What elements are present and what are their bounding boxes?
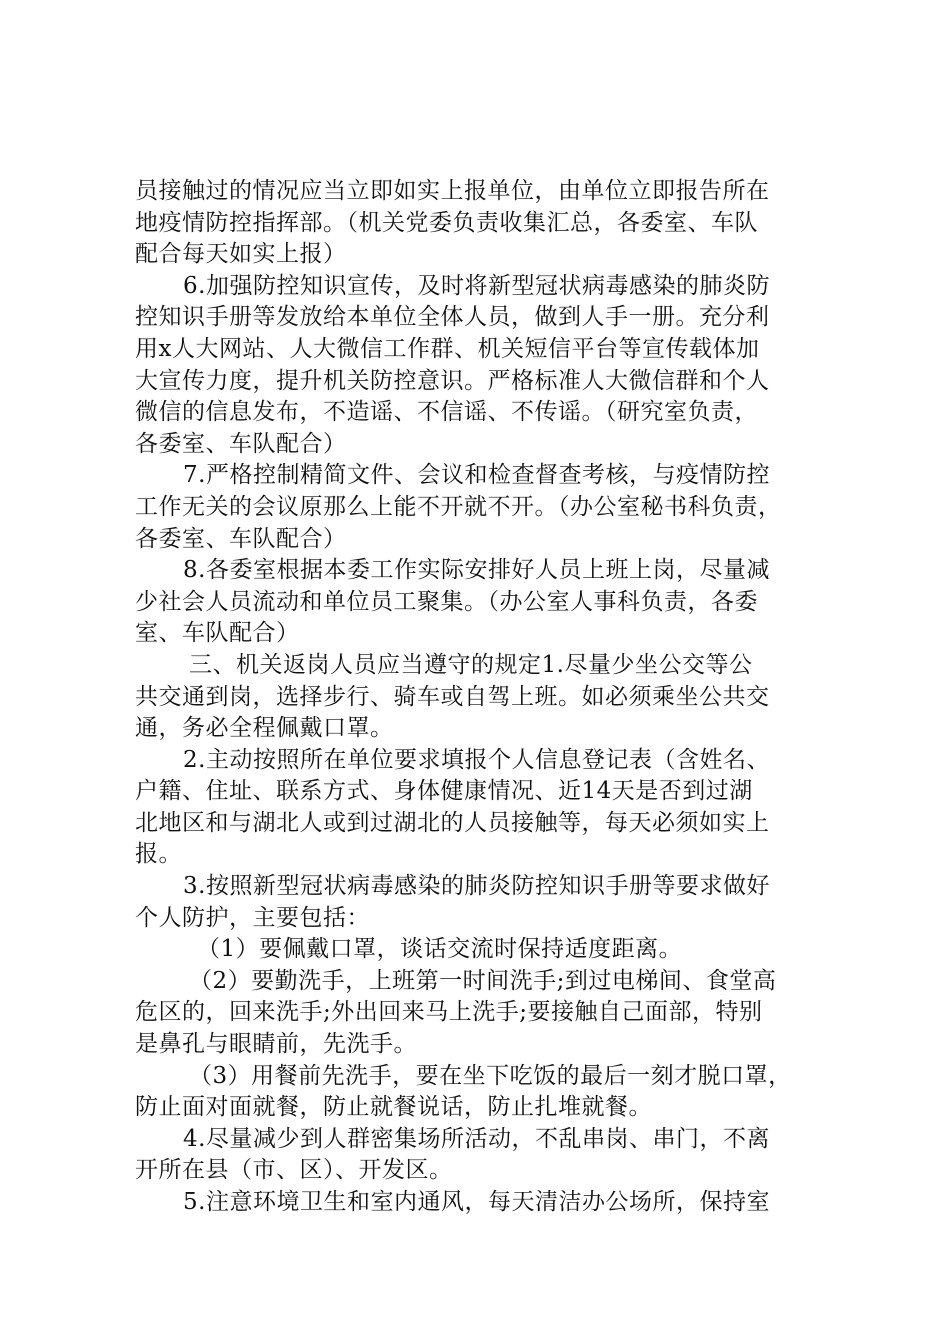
text-line: （3）用餐前先洗手，要在坐下吃饭的最后一刻才脱口罩，: [189, 1062, 792, 1089]
text-line: 各委室、车队配合）: [135, 525, 347, 552]
text-line: 户籍、住址、联系方式、身体健康情况、近14天是否到过湖: [135, 778, 753, 805]
text-line: 大宣传力度，提升机关防控意识。严格标准人大微信群和个人: [135, 367, 770, 394]
text-line: 3.按照新型冠状病毒感染的肺炎防控知识手册等要求做好: [183, 873, 770, 900]
text-line: 微信的信息发布，不造谣、不信谣、不传谣。（研究室负责，: [135, 399, 758, 426]
text-line: 通，务必全程佩戴口罩。: [135, 715, 394, 742]
text-line: 7.严格控制精简文件、会议和检查督查考核，与疫情防控: [183, 462, 770, 489]
text-line: 工作无关的会议原那么上能不开就不开。（办公室秘书科负责，: [135, 493, 782, 520]
text-line: 配合每天如实上报）: [135, 241, 347, 268]
text-line: 8.各委室根据本委工作实际安排好人员上班上岗，尽量减: [183, 557, 770, 584]
text-line: （1）要佩戴口罩，谈话交流时保持适度距离。: [197, 936, 683, 963]
text-line: 5.注意环境卫生和室内通风，每天清洁办公场所，保持室: [183, 1189, 770, 1215]
text-line: 是鼻孔与眼睛前，先洗手。: [135, 1031, 417, 1058]
text-line: 少社会人员流动和单位员工聚集。（办公室人事科负责，各委: [135, 588, 758, 615]
text-line: 个人防护，主要包括：: [135, 904, 370, 931]
document-body: [135, 176, 825, 1219]
text-line: 员接触过的情况应当立即如实上报单位，由单位立即报告所在: [135, 178, 770, 204]
text-line: 地疫情防控指挥部。（机关党委负责收集汇总，各委室、车队: [135, 209, 758, 236]
text-line: 6.加强防控知识宣传，及时将新型冠状病毒感染的肺炎防: [183, 272, 770, 299]
text-line: 各委室、车队配合）: [135, 430, 347, 457]
text-line: 开所在县（市、区）、开发区。: [135, 1157, 453, 1184]
text-line: 控知识手册等发放给本单位全体人员，做到人手一册。充分利: [135, 304, 770, 331]
text-line: 2.主动按照所在单位要求填报个人信息登记表（含姓名、: [183, 746, 770, 773]
text-line: 危区的，回来洗手;外出回来马上洗手;要接触自己面部，特别: [135, 999, 763, 1026]
text-line: 防止面对面就餐，防止就餐说话，防止扎堆就餐。: [135, 1094, 652, 1121]
text-line: 报。: [135, 841, 182, 868]
text-line: 三、机关返岗人员应当遵守的规定1.尽量少坐公交等公: [189, 651, 753, 678]
text-line: 室、车队配合）: [135, 620, 300, 647]
text-line: 北地区和与湖北人或到过湖北的人员接触等，每天必须如实上: [135, 809, 770, 836]
text-line: （2）要勤洗手，上班第一时间洗手;到过电梯间、食堂高: [189, 967, 777, 994]
text-line: 共交通到岗，选择步行、骑车或自驾上班。如必须乘坐公共交: [135, 683, 770, 710]
text-line: 用x人大网站、人大微信工作群、机关短信平台等宣传载体加: [135, 335, 760, 362]
text-line: 4.尽量减少到人群密集场所活动，不乱串岗、串门，不离: [183, 1125, 770, 1152]
